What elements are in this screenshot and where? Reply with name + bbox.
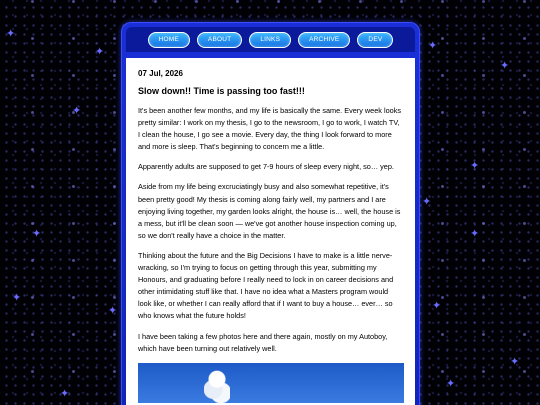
sky-photo [138,363,404,403]
sparkle-decoration: ✦ [95,45,105,58]
sparkle-decoration: ✦ [60,387,70,400]
nav-home-button[interactable]: HOME [148,32,190,48]
post-paragraph: It's been another few months, and my life is basically the same. Every week looks pretty similar: I work on my thesis, I go to the newsroom, I go to work, I watch TV, I clean the house, I go see a movie. Every day, the thing I look forward to more and more is sleep. That's beginning to concern me a little. [138,106,401,152]
sparkle-decoration: ✦ [446,377,456,390]
sparkle-decoration: ✦ [6,27,16,40]
post-paragraph: Aside from my life being excruciatingly busy and also somewhat repetitive, it's been pretty good! My thesis is coming along fairly well, my partners and I are enjoying living together, my garden looks alright, the house is… well, the house is a mess, but it'll be clean soon — we've got another house inspection coming up, so we don't really have a choice in the matter. [138,182,401,240]
post-paragraph: Apparently adults are supposed to get 7-9 hours of sleep every night, so… yep. [138,162,394,172]
nav-dev-button[interactable]: DEV [357,32,393,48]
blog-post-panel [126,58,415,405]
sparkle-decoration: ✦ [428,39,438,52]
post-date: 07 Jul, 2026 [138,69,183,78]
post-paragraph: I have been taking a few photos here and there again, mostly on my Autoboy, which have been turning out relatively well. [138,331,388,353]
nav-links-button[interactable]: LINKS [249,32,291,48]
sparkle-decoration: ✦ [32,227,42,240]
sparkle-decoration: ✦ [510,355,520,368]
cloud-image [204,369,230,403]
sparkle-decoration: ✦ [72,104,82,117]
post-title: Slow down!! Time is passing too fast!!! [138,86,305,96]
page-frame [121,22,420,405]
nav-about-button[interactable]: ABOUT [197,32,242,48]
sparkle-decoration: ✦ [432,299,442,312]
sparkle-decoration: ✦ [108,304,118,317]
sparkle-decoration: ✦ [12,291,22,304]
sparkle-decoration: ✦ [470,159,480,172]
top-navigation [126,27,415,52]
sparkle-decoration: ✦ [500,59,510,72]
post-content [126,58,415,403]
sparkle-decoration: ✦ [422,195,432,208]
post-paragraph: Thinking about the future and the Big Decisions I have to make is a little nerve-wracking, so I'm trying to focus on getting through this year, submitting my Honours, and graduating before I really need to lock in on career decisions and other intimidating stuff like that. I have no idea what a Masters program would look like, or whether I can really afford that if I want to buy a house… ever… so who knows what the future holds! [138,250,394,321]
sparkle-decoration: ✦ [470,227,480,240]
nav-archive-button[interactable]: ARCHIVE [298,32,350,48]
